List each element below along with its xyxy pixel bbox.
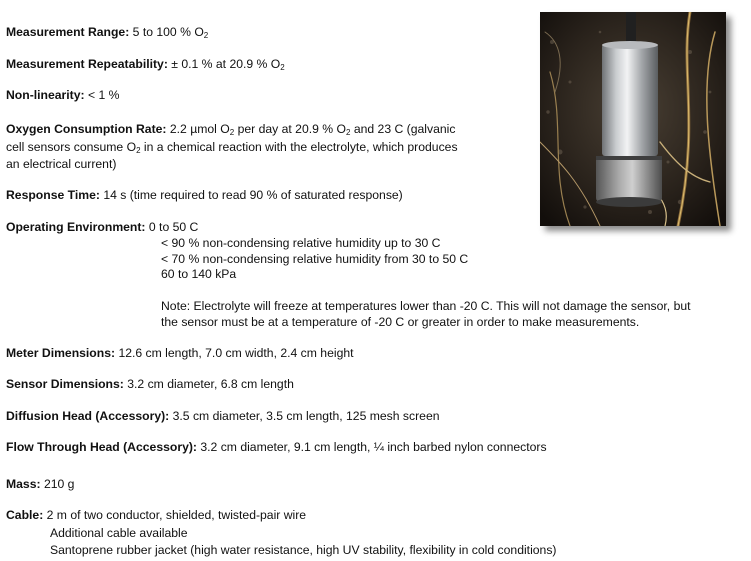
environment-line: 60 to 140 kPa bbox=[161, 267, 237, 281]
cable-line: Additional cable available bbox=[50, 526, 188, 540]
spec-oxygen-consumption-line2 bbox=[6, 140, 458, 156]
spec-label: Measurement Repeatability: bbox=[6, 57, 168, 71]
spec-non-linearity bbox=[6, 88, 119, 104]
spec-value: < 1 % bbox=[87, 88, 120, 102]
spec-label: Measurement Range: bbox=[6, 25, 130, 39]
subscript: 2 bbox=[345, 128, 351, 137]
spec-sensor-dimensions bbox=[6, 377, 294, 393]
spec-value: 0 to 50 C bbox=[148, 220, 199, 234]
spec-value-cont: per day at 20.9 % O bbox=[234, 122, 346, 136]
spec-value: 14 s (time required to read 90 % of saturated response) bbox=[103, 188, 403, 202]
spec-operating-environment bbox=[6, 220, 198, 236]
spec-meter-dimensions bbox=[6, 346, 354, 362]
spec-value: 3.5 cm diameter, 3.5 cm length, 125 mesh screen bbox=[172, 409, 440, 423]
spec-label: Cable: bbox=[6, 508, 44, 522]
subscript: 2 bbox=[136, 146, 141, 155]
environment-note: the sensor must be at a temperature of -20 C or greater in order to make measurements. bbox=[161, 315, 640, 329]
spec-flow-through-head bbox=[6, 440, 547, 456]
spec-diffusion-head bbox=[6, 409, 440, 425]
spec-oxygen-consumption-rate bbox=[6, 122, 455, 138]
spec-label: Sensor Dimensions: bbox=[6, 377, 124, 391]
sensor-photo-drawing bbox=[540, 12, 726, 226]
spec-value-cont: and 23 C (galvanic bbox=[350, 122, 456, 136]
subscript: 2 bbox=[280, 63, 285, 72]
spec-label: Mass: bbox=[6, 477, 41, 491]
environment-line: < 90 % non-condensing relative humidity up to 30 C bbox=[161, 236, 441, 250]
spec-cable bbox=[6, 508, 306, 524]
spec-value: ± 0.1 % at 20.9 % O bbox=[171, 57, 281, 71]
spec-label: Operating Environment: bbox=[6, 220, 146, 234]
spec-label: Diffusion Head (Accessory): bbox=[6, 409, 170, 423]
spec-value: an electrical current) bbox=[6, 157, 117, 171]
spec-mass bbox=[6, 477, 74, 493]
spec-label: Oxygen Consumption Rate: bbox=[6, 122, 167, 136]
spec-response-time bbox=[6, 188, 403, 204]
spec-value: 2.2 µmol O bbox=[169, 122, 230, 136]
spec-value: 2 m of two conductor, shielded, twisted-pair wire bbox=[46, 508, 307, 522]
spec-value: 12.6 cm length, 7.0 cm width, 2.4 cm height bbox=[118, 346, 354, 360]
spec-oxygen-consumption-line3 bbox=[6, 157, 116, 173]
spec-measurement-repeatability bbox=[6, 57, 285, 73]
environment-line: < 70 % non-condensing relative humidity from 30 to 50 C bbox=[161, 252, 469, 266]
sensor-photo bbox=[540, 12, 726, 226]
spec-value: 5 to 100 % O bbox=[132, 25, 204, 39]
subscript: 2 bbox=[203, 31, 209, 40]
spec-label: Meter Dimensions: bbox=[6, 346, 116, 360]
spec-label: Flow Through Head (Accessory): bbox=[6, 440, 197, 454]
subscript: 2 bbox=[229, 128, 235, 137]
spec-value: 3.2 cm diameter, 6.8 cm length bbox=[127, 377, 294, 391]
environment-note: Note: Electrolyte will freeze at temperatures lower than -20 C. This will not damage the sensor, but bbox=[161, 299, 691, 313]
spec-label: Response Time: bbox=[6, 188, 100, 202]
spec-measurement-range bbox=[6, 25, 208, 41]
cable-line: Santoprene rubber jacket (high water resistance, high UV stability, flexibility in cold conditions) bbox=[50, 543, 557, 557]
spec-label: Non-linearity: bbox=[6, 88, 85, 102]
spec-value: 3.2 cm diameter, 9.1 cm length, ¼ inch barbed nylon connectors bbox=[200, 440, 547, 454]
spec-value: cell sensors consume O bbox=[6, 140, 137, 154]
spec-value: 210 g bbox=[43, 477, 75, 491]
spec-value-cont: in a chemical reaction with the electrolyte, which produces bbox=[140, 140, 458, 154]
